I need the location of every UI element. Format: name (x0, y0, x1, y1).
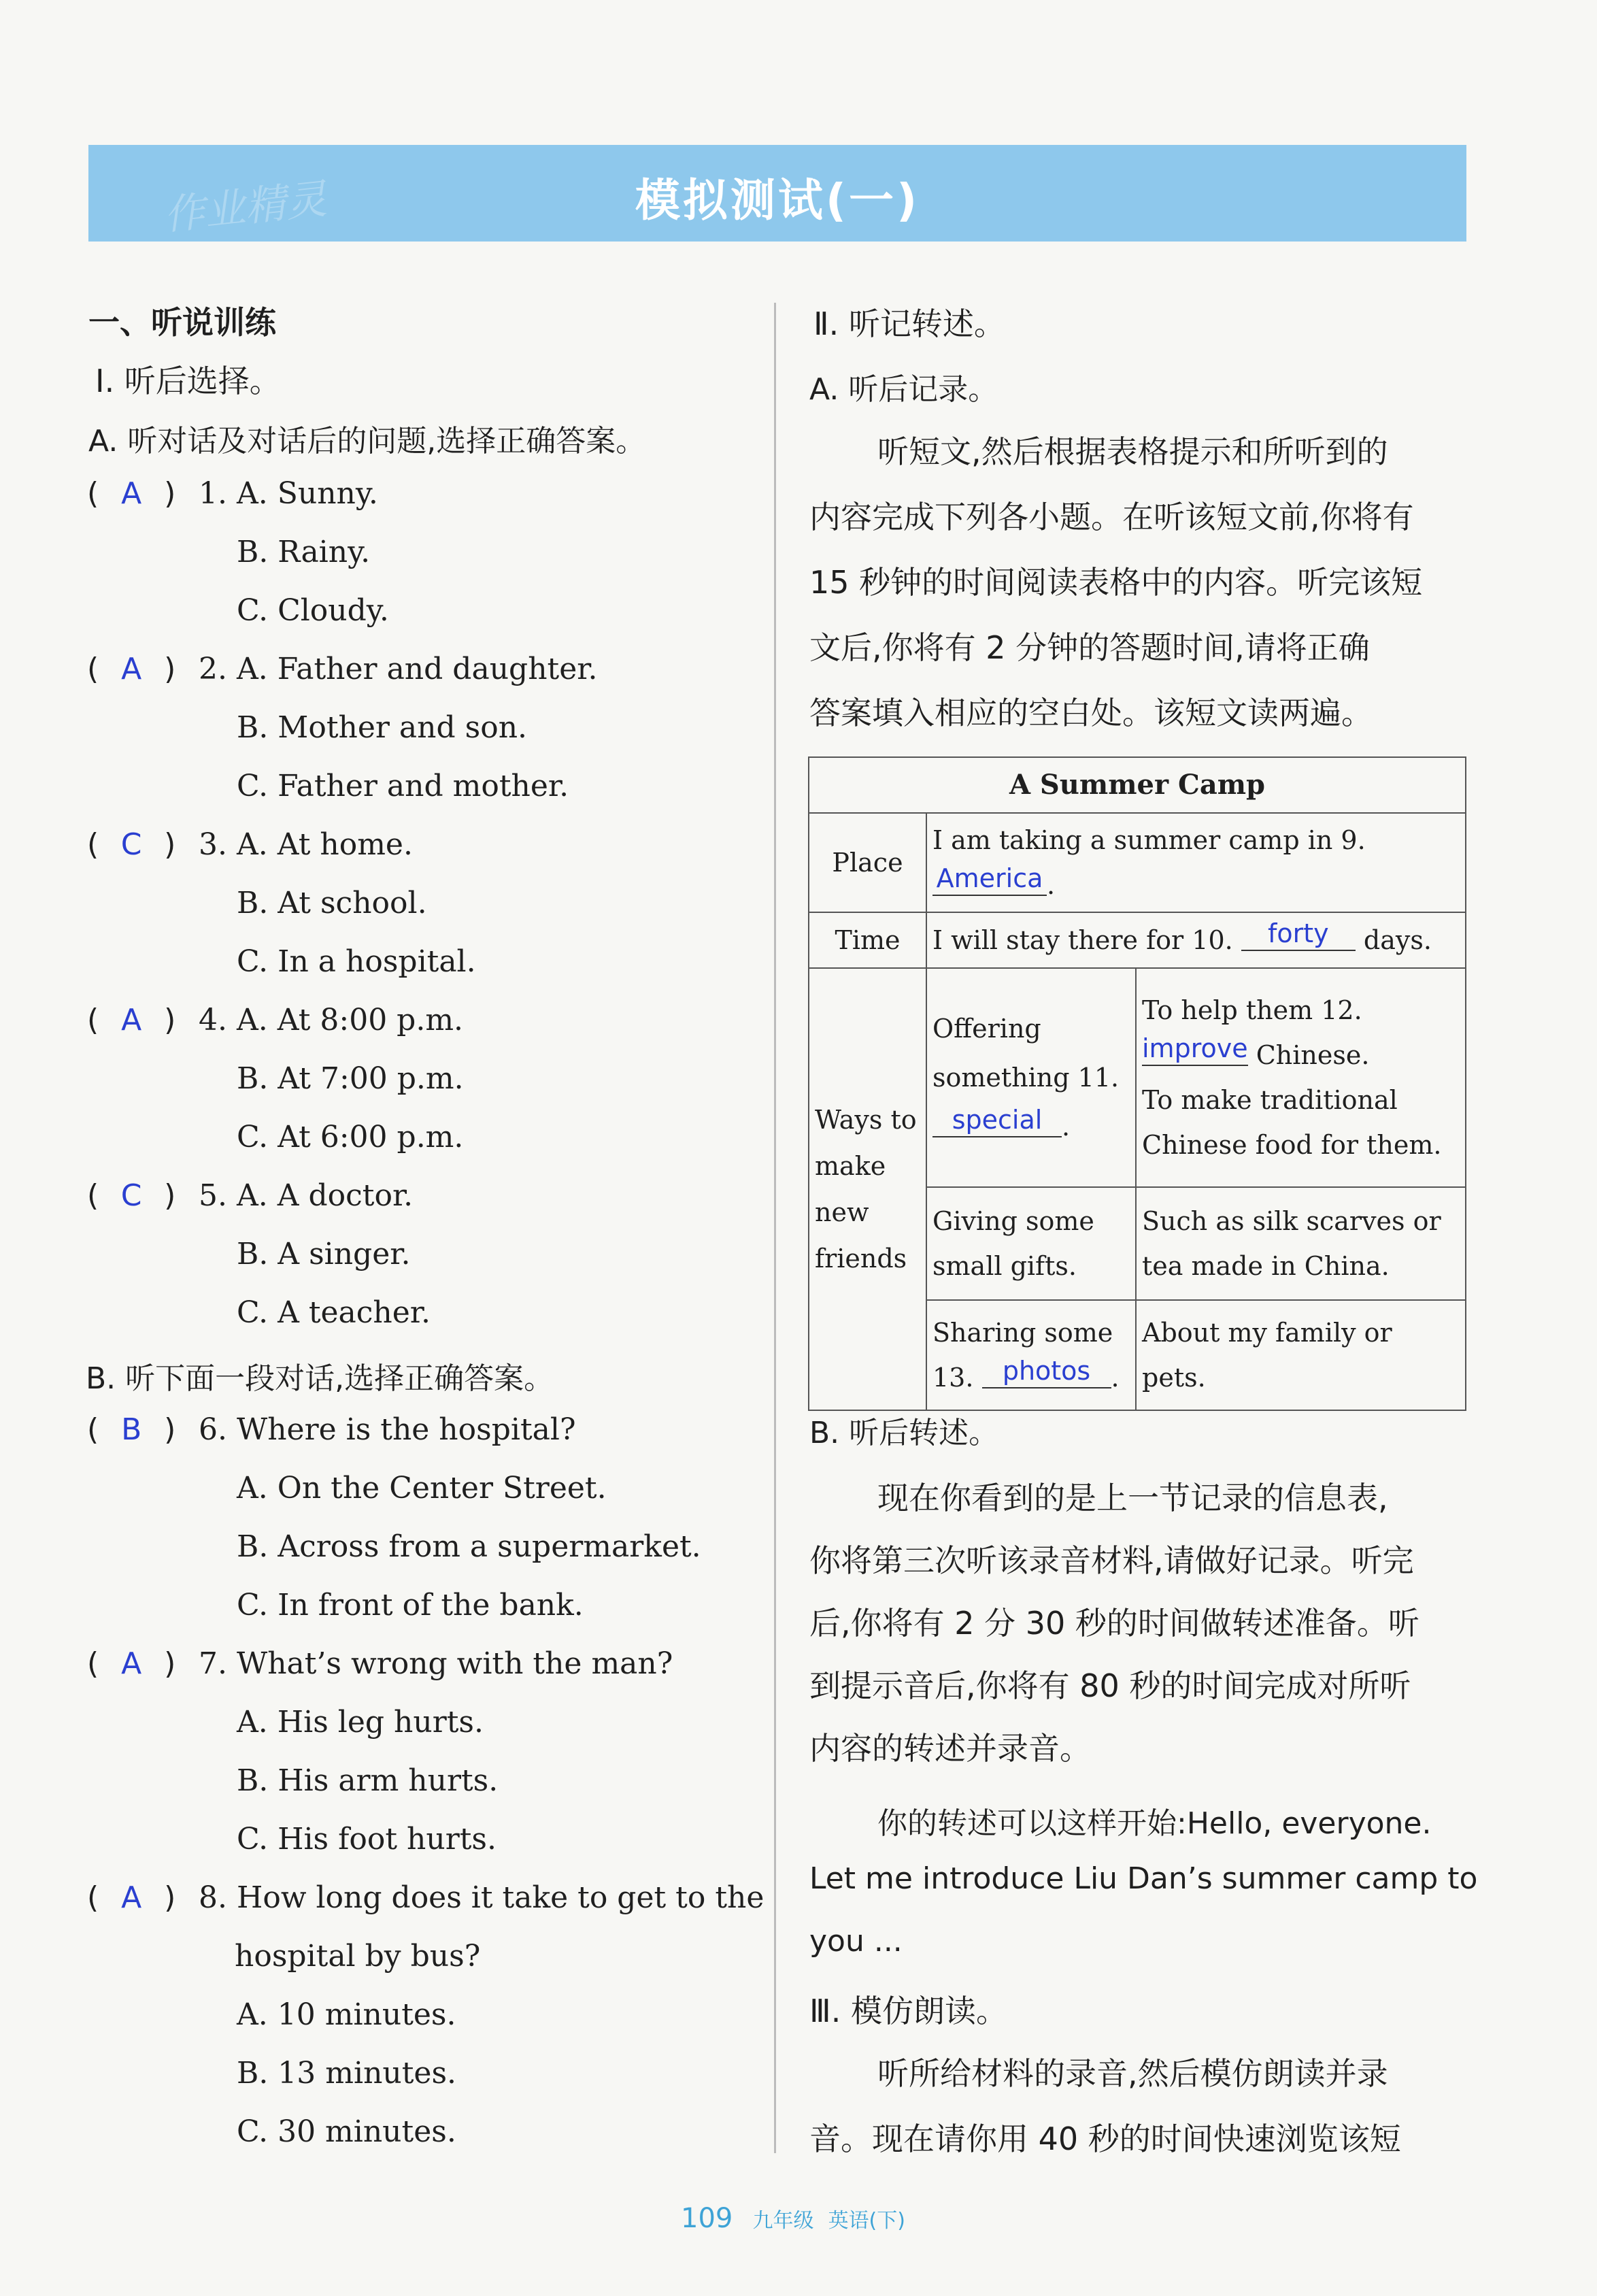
option: C. Cloudy. (237, 593, 389, 628)
page-title: 模拟测试(一) (635, 174, 920, 227)
answer-bracket: ( A ) (87, 476, 176, 511)
option: C. In front of the bank. (237, 1588, 584, 1623)
table-title: A Summer Camp (809, 757, 1466, 813)
subject-label: 英语(下) (828, 2209, 905, 2233)
page-number: 109 (681, 2203, 733, 2234)
section-title: 一、听说训练 (88, 304, 276, 341)
answer-letter: A (121, 1646, 142, 1681)
start-paragraph: you ... (809, 1924, 903, 1959)
help-text: To help them 12. (1142, 995, 1362, 1025)
answer-bracket: ( C ) (87, 827, 176, 862)
question-stem-continued: hospital by bus? (235, 1939, 481, 1974)
answer-bracket: ( A ) (87, 1003, 176, 1037)
start-paragraph: Let me introduce Liu Dan’s summer camp to (809, 1861, 1478, 1896)
gift-text: Giving some small gifts. (926, 1187, 1136, 1300)
time-suffix: days. (1363, 925, 1432, 955)
option: C. Father and mother. (237, 769, 569, 803)
part2-title: Ⅱ. 听记转述。 (813, 305, 1005, 342)
instruction-paragraph: 内容的转述并录音。 (809, 1730, 1091, 1767)
instruction-paragraph: 你将第三次听该录音材料,请做好记录。听完 (809, 1542, 1414, 1579)
question-stem: 5. A. A doctor. (199, 1178, 414, 1213)
answer-bracket: ( A ) (87, 1880, 176, 1915)
place-cell: I am taking a summer camp in 9. America . (926, 813, 1466, 912)
partA-instruction: A. 听对话及对话后的问题,选择正确答案。 (88, 424, 646, 459)
offer-text: Offering something 11. (932, 1014, 1120, 1093)
time-text: I will stay there for 10. (932, 925, 1233, 955)
start-paragraph: 你的转述可以这样开始:Hello, everyone. (877, 1806, 1432, 1841)
instruction-paragraph: 听所给材料的录音,然后模仿朗读并录 (877, 2055, 1388, 2092)
part1-title: Ⅰ. 听后选择。 (95, 363, 281, 399)
instruction-paragraph: 内容完成下列各小题。在听该短文前,你将有 (809, 499, 1414, 535)
partB-title: B. 听后转述。 (809, 1416, 999, 1450)
option: B. Mother and son. (237, 710, 528, 745)
option: A. 10 minutes. (237, 1997, 456, 2032)
column-divider (774, 303, 776, 2153)
grade-label: 九年级 (752, 2209, 814, 2233)
option: C. A teacher. (237, 1295, 431, 1330)
instruction-paragraph: 到提示音后,你将有 80 秒的时间完成对所听 (809, 1667, 1411, 1704)
answer-bracket: ( B ) (87, 1412, 176, 1447)
option: B. At school. (237, 886, 427, 920)
ways-label: Ways to make new friends (809, 968, 926, 1410)
share-cell: Sharing some 13. photos . (926, 1300, 1136, 1410)
time-label: Time (809, 912, 926, 968)
option: A. On the Center Street. (237, 1471, 607, 1505)
question-stem: 4. A. At 8:00 p.m. (199, 1003, 464, 1037)
instruction-paragraph: 答案填入相应的空白处。该短文读两遍。 (809, 695, 1373, 731)
option: C. 30 minutes. (237, 2114, 456, 2149)
answer-letter: A (121, 1880, 142, 1915)
place-text: I am taking a summer camp in 9. (932, 825, 1366, 855)
answer-11: special (932, 1103, 1062, 1137)
question-stem: 7. What’s wrong with the man? (199, 1646, 673, 1681)
answer-letter: A (121, 476, 142, 511)
option: B. His arm hurts. (237, 1763, 499, 1798)
question-stem: 6. Where is the hospital? (199, 1412, 576, 1447)
page-footer (0, 2203, 1597, 2234)
answer-12: improve (1142, 1032, 1248, 1066)
help-cell (1136, 968, 1466, 1187)
partA-title: A. 听后记录。 (809, 372, 998, 407)
answer-letter: C (120, 1178, 142, 1213)
answer-13: photos (982, 1354, 1111, 1388)
share-detail: About my family or pets. (1136, 1300, 1466, 1410)
answer-bracket: ( A ) (87, 652, 176, 686)
option: B. A singer. (237, 1237, 411, 1271)
option: C. At 6:00 p.m. (237, 1120, 464, 1154)
offer-cell: Offering something 11. special . (926, 968, 1136, 1187)
cook-text: To make traditional Chinese food for them. (1142, 1085, 1442, 1160)
place-label: Place (809, 813, 926, 912)
title-banner (88, 145, 1466, 242)
instruction-paragraph: 听短文,然后根据表格提示和所听到的 (877, 433, 1388, 470)
partB-instruction: B. 听下面一段对话,选择正确答案。 (86, 1361, 554, 1396)
instruction-paragraph: 音。现在请你用 40 秒的时间快速浏览该短 (809, 2120, 1401, 2157)
question-stem: 1. A. Sunny. (199, 476, 378, 511)
answer-letter: A (121, 652, 142, 686)
gift-detail: Such as silk scarves or tea made in China. (1136, 1187, 1466, 1300)
watermark: 作业精灵 (161, 175, 329, 240)
answer-9: America (932, 862, 1047, 896)
answer-letter: C (120, 827, 142, 862)
question-stem: 8. How long does it take to get to the (199, 1880, 764, 1915)
share-text: Sharing some 13. (932, 1318, 1113, 1393)
summer-camp-table (808, 756, 1466, 1411)
question-stem: 2. A. Father and daughter. (199, 652, 598, 686)
answer-10: forty (1241, 917, 1356, 951)
instruction-paragraph: 15 秒钟的时间阅读表格中的内容。听完该短 (809, 564, 1423, 601)
question-stem: 3. A. At home. (199, 827, 413, 862)
option: B. At 7:00 p.m. (237, 1061, 464, 1096)
option: C. His foot hurts. (237, 1822, 497, 1857)
option: A. His leg hurts. (237, 1705, 484, 1740)
option: C. In a hospital. (237, 944, 476, 979)
instruction-paragraph: 文后,你将有 2 分钟的答题时间,请将正确 (809, 629, 1370, 666)
option: B. Across from a supermarket. (237, 1529, 701, 1564)
answer-letter: A (121, 1003, 142, 1037)
answer-bracket: ( A ) (87, 1646, 176, 1681)
option: B. 13 minutes. (237, 2056, 457, 2091)
help-suffix: Chinese. (1256, 1040, 1370, 1070)
option: B. Rainy. (237, 535, 371, 569)
instruction-paragraph: 后,你将有 2 分 30 秒的时间做转述准备。听 (809, 1605, 1419, 1642)
part3-title: Ⅲ. 模仿朗读。 (809, 1993, 1007, 2029)
time-cell (926, 912, 1466, 968)
answer-bracket: ( C ) (87, 1178, 176, 1213)
answer-letter: B (121, 1412, 142, 1447)
instruction-paragraph: 现在你看到的是上一节记录的信息表, (877, 1480, 1388, 1516)
